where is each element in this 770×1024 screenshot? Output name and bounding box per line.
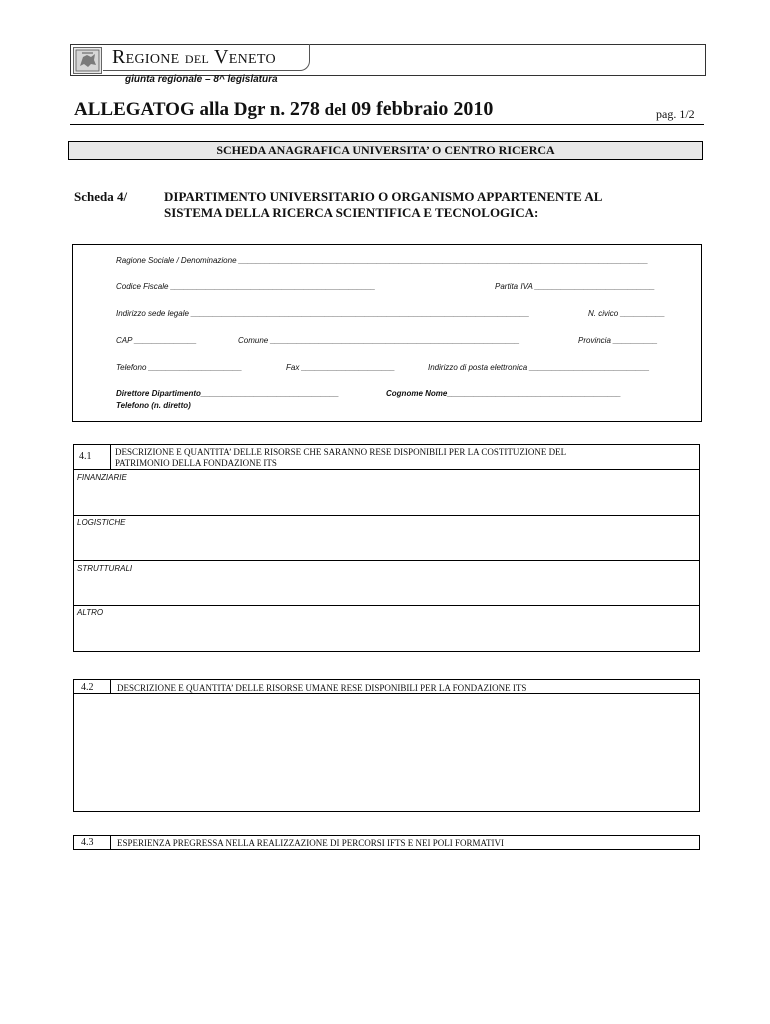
- direttore-label: Direttore Dipartimento: [116, 389, 201, 398]
- section-42-header-rule: [73, 693, 700, 694]
- email-field[interactable]: Indirizzo di posta elettronica ___________________________: [428, 363, 650, 372]
- section-43-number: 4.3: [81, 837, 94, 848]
- region-logo-text: REGIONE DEL VENETO: [112, 46, 276, 68]
- section-42-number: 4.2: [81, 682, 94, 693]
- logistiche-label: LOGISTICHE: [77, 518, 126, 527]
- provincia-field[interactable]: Provincia __________: [578, 336, 658, 345]
- partita-iva-label: Partita IVA: [495, 282, 533, 291]
- section-41-divider: [110, 444, 111, 469]
- n-civico-label: N. civico: [588, 309, 619, 318]
- scheda-heading-line1: DIPARTIMENTO UNIVERSITARIO O ORGANISMO APPARTENENTE AL: [164, 189, 603, 204]
- telefono-field[interactable]: Telefono _____________________: [116, 363, 243, 372]
- fax-field[interactable]: Fax _____________________: [286, 363, 395, 372]
- cap-field[interactable]: CAP ______________: [116, 336, 197, 345]
- document-title: ALLEGATOG alla Dgr n. 278 del 09 febbraio 2010: [74, 98, 494, 120]
- altro-label: ALTRO: [77, 608, 104, 617]
- section-43-divider: [110, 835, 111, 849]
- indirizzo-label: Indirizzo sede legale: [116, 309, 189, 318]
- veneto-lion-icon: [73, 47, 102, 74]
- codice-fiscale-label: Codice Fiscale: [116, 282, 169, 291]
- codice-fiscale-field[interactable]: Codice Fiscale ______________________________________________: [116, 282, 376, 291]
- cognome-nome-field[interactable]: Cognome Nome_______________________________________: [386, 389, 621, 398]
- telefono-diretto-label: Telefono (n. diretto): [116, 401, 191, 410]
- page-number: pag. 1/2: [656, 107, 695, 121]
- ragione-sociale-field[interactable]: Ragione Sociale / Denominazione ____________________________________________________________________________________________: [116, 256, 649, 265]
- cap-label: CAP: [116, 336, 133, 345]
- scheda-heading-line2: SISTEMA DELLA RICERCA SCIENTIFICA E TECNOLOGICA:: [164, 205, 539, 220]
- direttore-field[interactable]: Direttore Dipartimento_______________________________: [116, 389, 339, 398]
- provincia-label: Provincia: [578, 336, 611, 345]
- logistiche-input[interactable]: [74, 529, 698, 559]
- section-41-title-line1: DESCRIZIONE E QUANTITA’ DELLE RISORSE CHE SARANNO RESE DISPONIBILI PER LA COSTITUZIONE DEL: [115, 447, 567, 457]
- row-rule: [73, 605, 700, 606]
- telefono-label: Telefono: [116, 363, 147, 372]
- scheda-banner: SCHEDA ANAGRAFICA UNIVERSITA’ O CENTRO RICERCA: [216, 143, 555, 157]
- altro-input[interactable]: [74, 619, 698, 649]
- row-rule: [73, 560, 700, 561]
- strutturali-input[interactable]: [74, 575, 698, 605]
- ragione-sociale-label: Ragione Sociale / Denominazione: [116, 256, 237, 265]
- row-rule: [73, 515, 700, 516]
- strutturali-label: STRUTTURALI: [77, 564, 133, 573]
- scheda-number: Scheda 4/: [74, 189, 128, 204]
- giunta-subtitle: giunta regionale – 8^ legislatura: [125, 74, 278, 85]
- section-43-title: ESPERIENZA PREGRESSA NELLA REALIZZAZIONE DI PERCORSI IFTS E NEI POLI FORMATIVI: [117, 838, 505, 848]
- section-41-title-line2: PATRIMONIO DELLA FONDAZIONE ITS: [115, 458, 277, 468]
- comune-label: Comune: [238, 336, 269, 345]
- cognome-nome-label: Cognome Nome: [386, 389, 448, 398]
- section-41-number: 4.1: [79, 451, 92, 462]
- risorse-umane-input[interactable]: [74, 695, 698, 809]
- section-41-header-rule: [73, 469, 700, 470]
- partita-iva-field[interactable]: Partita IVA ___________________________: [495, 282, 655, 291]
- n-civico-field[interactable]: N. civico __________: [588, 309, 665, 318]
- finanziarie-input[interactable]: [74, 484, 698, 514]
- finanziarie-label: FINANZIARIE: [77, 473, 127, 482]
- indirizzo-field[interactable]: Indirizzo sede legale ____________________________________________________________________________: [116, 309, 530, 318]
- title-rule: [70, 124, 704, 125]
- section-42-divider: [110, 679, 111, 693]
- email-label: Indirizzo di posta elettronica: [428, 363, 528, 372]
- comune-field[interactable]: Comune ________________________________________________________: [238, 336, 520, 345]
- section-42-title: DESCRIZIONE E QUANTITA’ DELLE RISORSE UMANE RESE DISPONIBILI PER LA FONDAZIONE ITS: [117, 683, 527, 693]
- fax-label: Fax: [286, 363, 300, 372]
